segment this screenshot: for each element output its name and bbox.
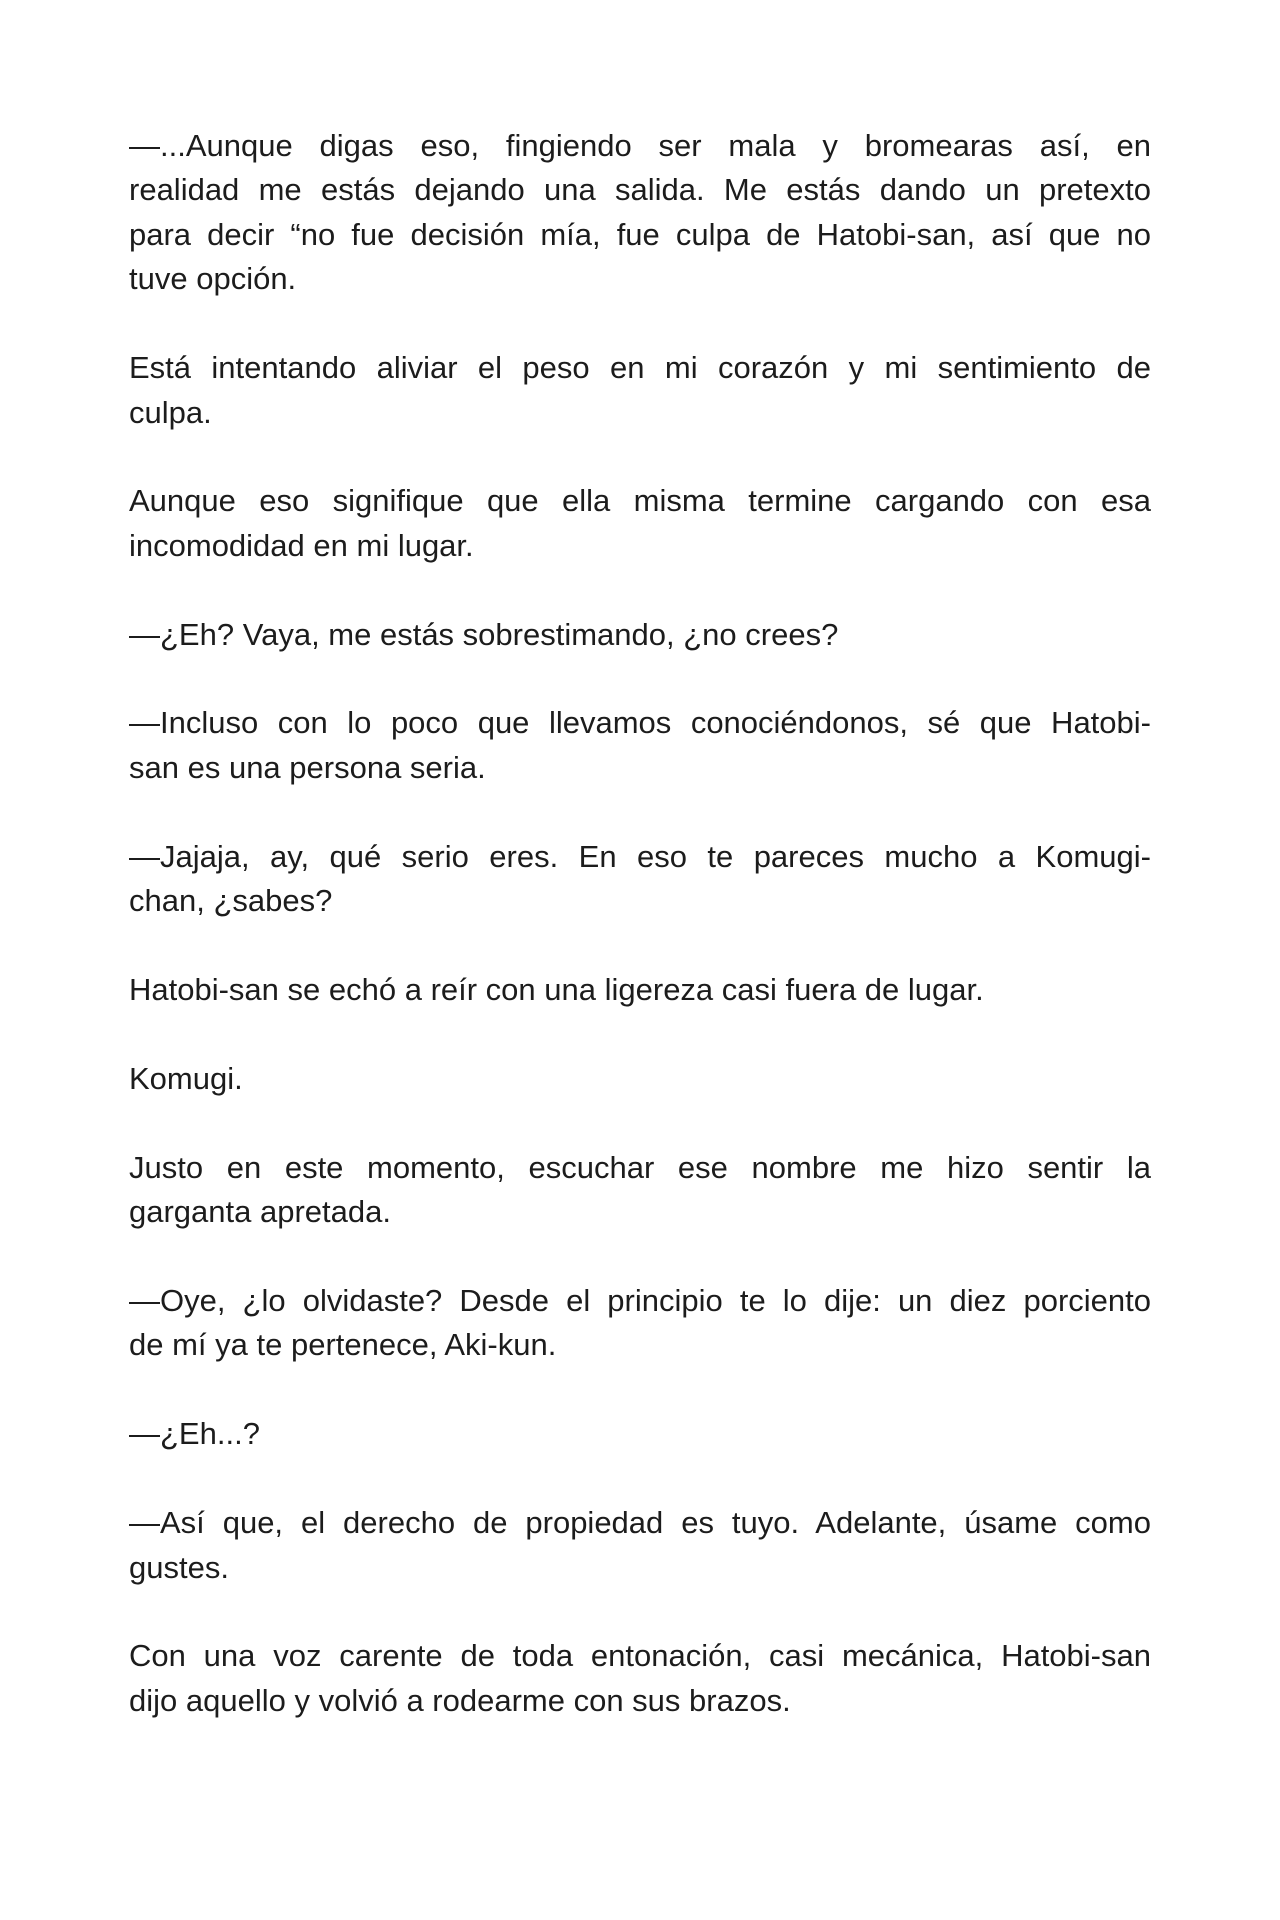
text-line: incomodidad en mi lugar.	[129, 527, 474, 563]
text-line: —...Aunque digas eso, fingiendo ser mala y bromearas así, en	[129, 128, 1151, 163]
text-line: dijo aquello y volvió a rodearme con sus brazos.	[129, 1682, 791, 1718]
paragraph	[129, 346, 1151, 435]
text-line: realidad me estás dejando una salida. Me estás dando un pretexto	[129, 172, 1151, 208]
paragraph	[129, 124, 1151, 302]
text-line: tuve opción.	[129, 261, 297, 297]
text-line: —Así que, el derecho de propiedad es tuyo. Adelante, úsame como	[129, 1505, 1151, 1541]
text-line: Hatobi-san se echó a reír con una ligereza casi fuera de lugar.	[129, 972, 984, 1008]
text-line: garganta apretada.	[129, 1194, 391, 1230]
paragraph	[129, 1146, 1151, 1235]
text-line: Aunque eso signifique que ella misma termine cargando con esa	[129, 483, 1151, 519]
paragraph	[129, 968, 1151, 1012]
text-line: —Oye, ¿lo olvidaste? Desde el principio te lo dije: un diez porciento	[129, 1282, 1151, 1318]
text-line: —¿Eh? Vaya, me estás sobrestimando, ¿no crees?	[129, 616, 839, 652]
text-line: —Incluso con lo poco que llevamos conociéndonos, sé que Hatobi-	[129, 705, 1151, 741]
text-line: Con una voz carente de toda entonación, casi mecánica, Hatobi-san	[129, 1638, 1151, 1674]
text-line: de mí ya te pertenece, Aki-kun.	[129, 1327, 557, 1363]
text-line: —Jajaja, ay, qué serio eres. En eso te pareces mucho a Komugi-	[129, 838, 1151, 874]
paragraph	[129, 479, 1151, 568]
text-line: Komugi.	[129, 1060, 243, 1096]
paragraph	[129, 1501, 1151, 1590]
text-line: Justo en este momento, escuchar ese nombre me hizo sentir la	[129, 1149, 1151, 1185]
text-line: san es una persona seria.	[129, 749, 486, 785]
paragraph	[129, 1279, 1151, 1368]
paragraph	[129, 1634, 1151, 1723]
text-line: Está intentando aliviar el peso en mi corazón y mi sentimiento de	[129, 350, 1151, 386]
document-page	[129, 124, 1151, 1768]
text-line: gustes.	[129, 1549, 229, 1585]
text-line: chan, ¿sabes?	[129, 883, 333, 919]
paragraph	[129, 1057, 1151, 1101]
paragraph	[129, 613, 1151, 657]
text-line: culpa.	[129, 394, 212, 430]
paragraph	[129, 835, 1151, 924]
paragraph	[129, 1412, 1151, 1456]
text-line: para decir “no fue decisión mía, fue culpa de Hatobi-san, así que no	[129, 216, 1151, 252]
text-line: —¿Eh...?	[129, 1416, 260, 1452]
paragraph	[129, 701, 1151, 790]
